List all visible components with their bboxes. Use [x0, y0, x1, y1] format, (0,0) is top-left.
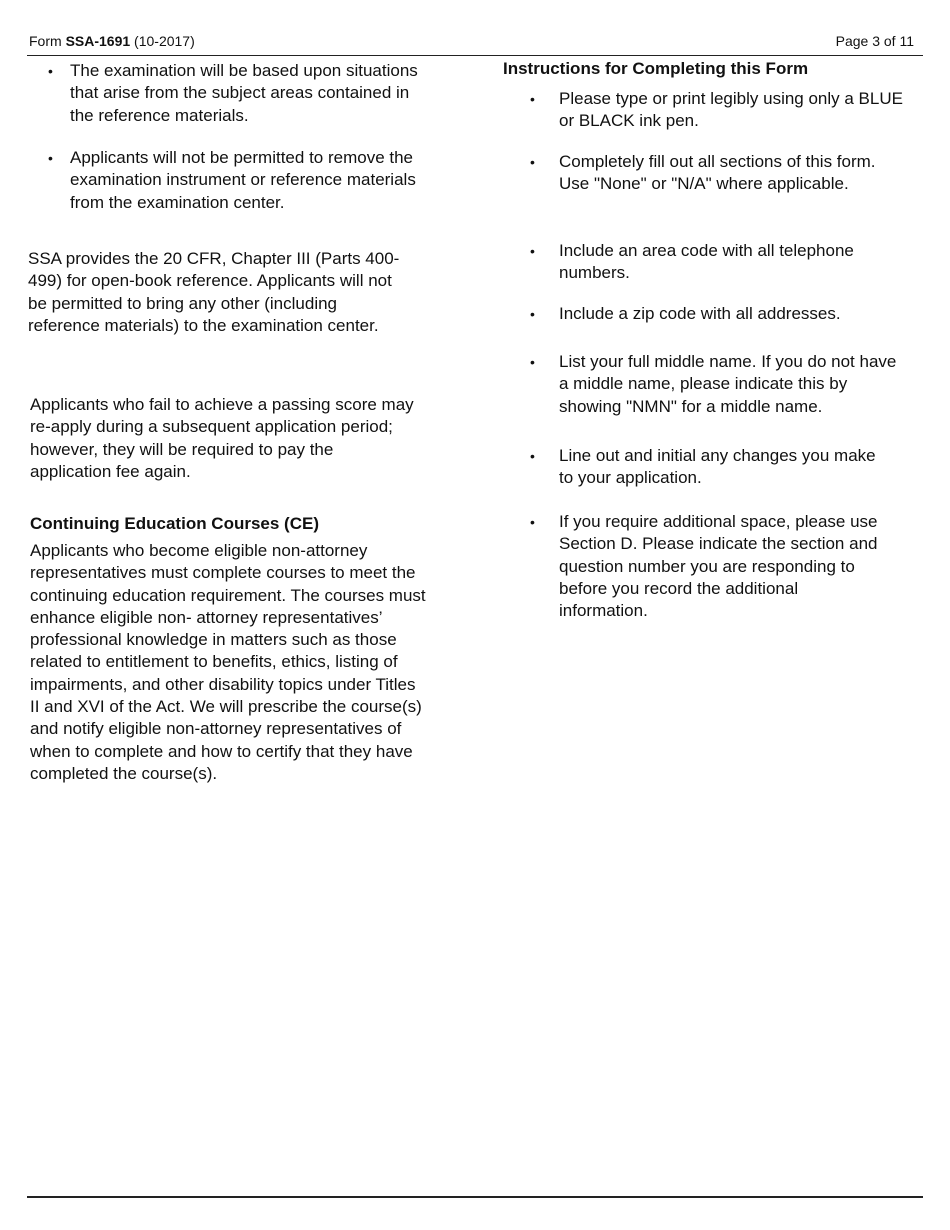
instruction-area-code-text: Include an area code with all telephone numbers.: [559, 241, 854, 283]
bullet-icon: •: [530, 154, 535, 170]
form-number: SSA-1691: [65, 33, 131, 49]
bullet-icon: •: [530, 306, 535, 322]
instruction-complete-text: Completely fill out all sections of this form. Use "None" or "N/A" where applicable.: [559, 152, 876, 194]
reapply-paragraph: Applicants who fail to achieve a passing score may re-apply during a subsequent application period; however, they will be required to pay the application fee again.: [30, 395, 414, 481]
footer-divider: [27, 1196, 923, 1198]
bullet-icon: •: [530, 354, 535, 370]
instructions-heading: Instructions for Completing this Form: [503, 59, 809, 78]
bullet-icon: •: [530, 448, 535, 464]
bullet-icon: •: [530, 91, 535, 107]
instruction-additional-space-text: If you require additional space, please use Section D. Please indicate the section and question number you are responding to before you record the additional information.: [559, 512, 878, 621]
form-identifier: [29, 31, 195, 51]
bullet-icon: •: [530, 243, 535, 259]
reference-materials-paragraph: SSA provides the 20 CFR, Chapter III (Parts 400-499) for open-book reference. Applicants will not be permitted to bring any other (including reference materials) to the examination center.: [28, 249, 400, 335]
bullet-icon: •: [48, 63, 53, 79]
bullet-icon: •: [530, 514, 535, 530]
form-date: (10-2017): [134, 33, 195, 49]
instruction-ink-text: Please type or print legibly using only a BLUE or BLACK ink pen.: [559, 89, 903, 131]
ce-paragraph: Applicants who become eligible non-attorney representatives must complete courses to meet the continuing education requirement. The courses must enhance eligible non- attorney representatives’ professional knowledge in matters such as those related to entitlement to benefits, ethics, listing of impairments, and other disability topics under Titles II and XVI of the Act. We will prescribe the course(s) and notify eligible non-attorney representatives of when to complete and how to certify that they have completed the course(s).: [30, 541, 426, 783]
instruction-middle-name-text: List your full middle name. If you do not have a middle name, please indicate this by showing "NMN" for a middle name.: [559, 352, 897, 416]
exam-basis-text: The examination will be based upon situations that arise from the subject areas contained in the reference materials.: [70, 61, 418, 125]
header-divider: [27, 55, 923, 56]
instruction-zip-text: Include a zip code with all addresses.: [559, 304, 841, 323]
page-number: Page 3 of 11: [835, 33, 914, 49]
bullet-icon: •: [48, 150, 53, 166]
form-prefix: Form: [29, 33, 62, 49]
instruction-changes-text: Line out and initial any changes you make to your application.: [559, 446, 876, 488]
exam-materials-text: Applicants will not be permitted to remove the examination instrument or reference materials from the examination center.: [70, 148, 416, 212]
page-header: [29, 31, 914, 51]
ce-heading: Continuing Education Courses (CE): [30, 514, 319, 533]
